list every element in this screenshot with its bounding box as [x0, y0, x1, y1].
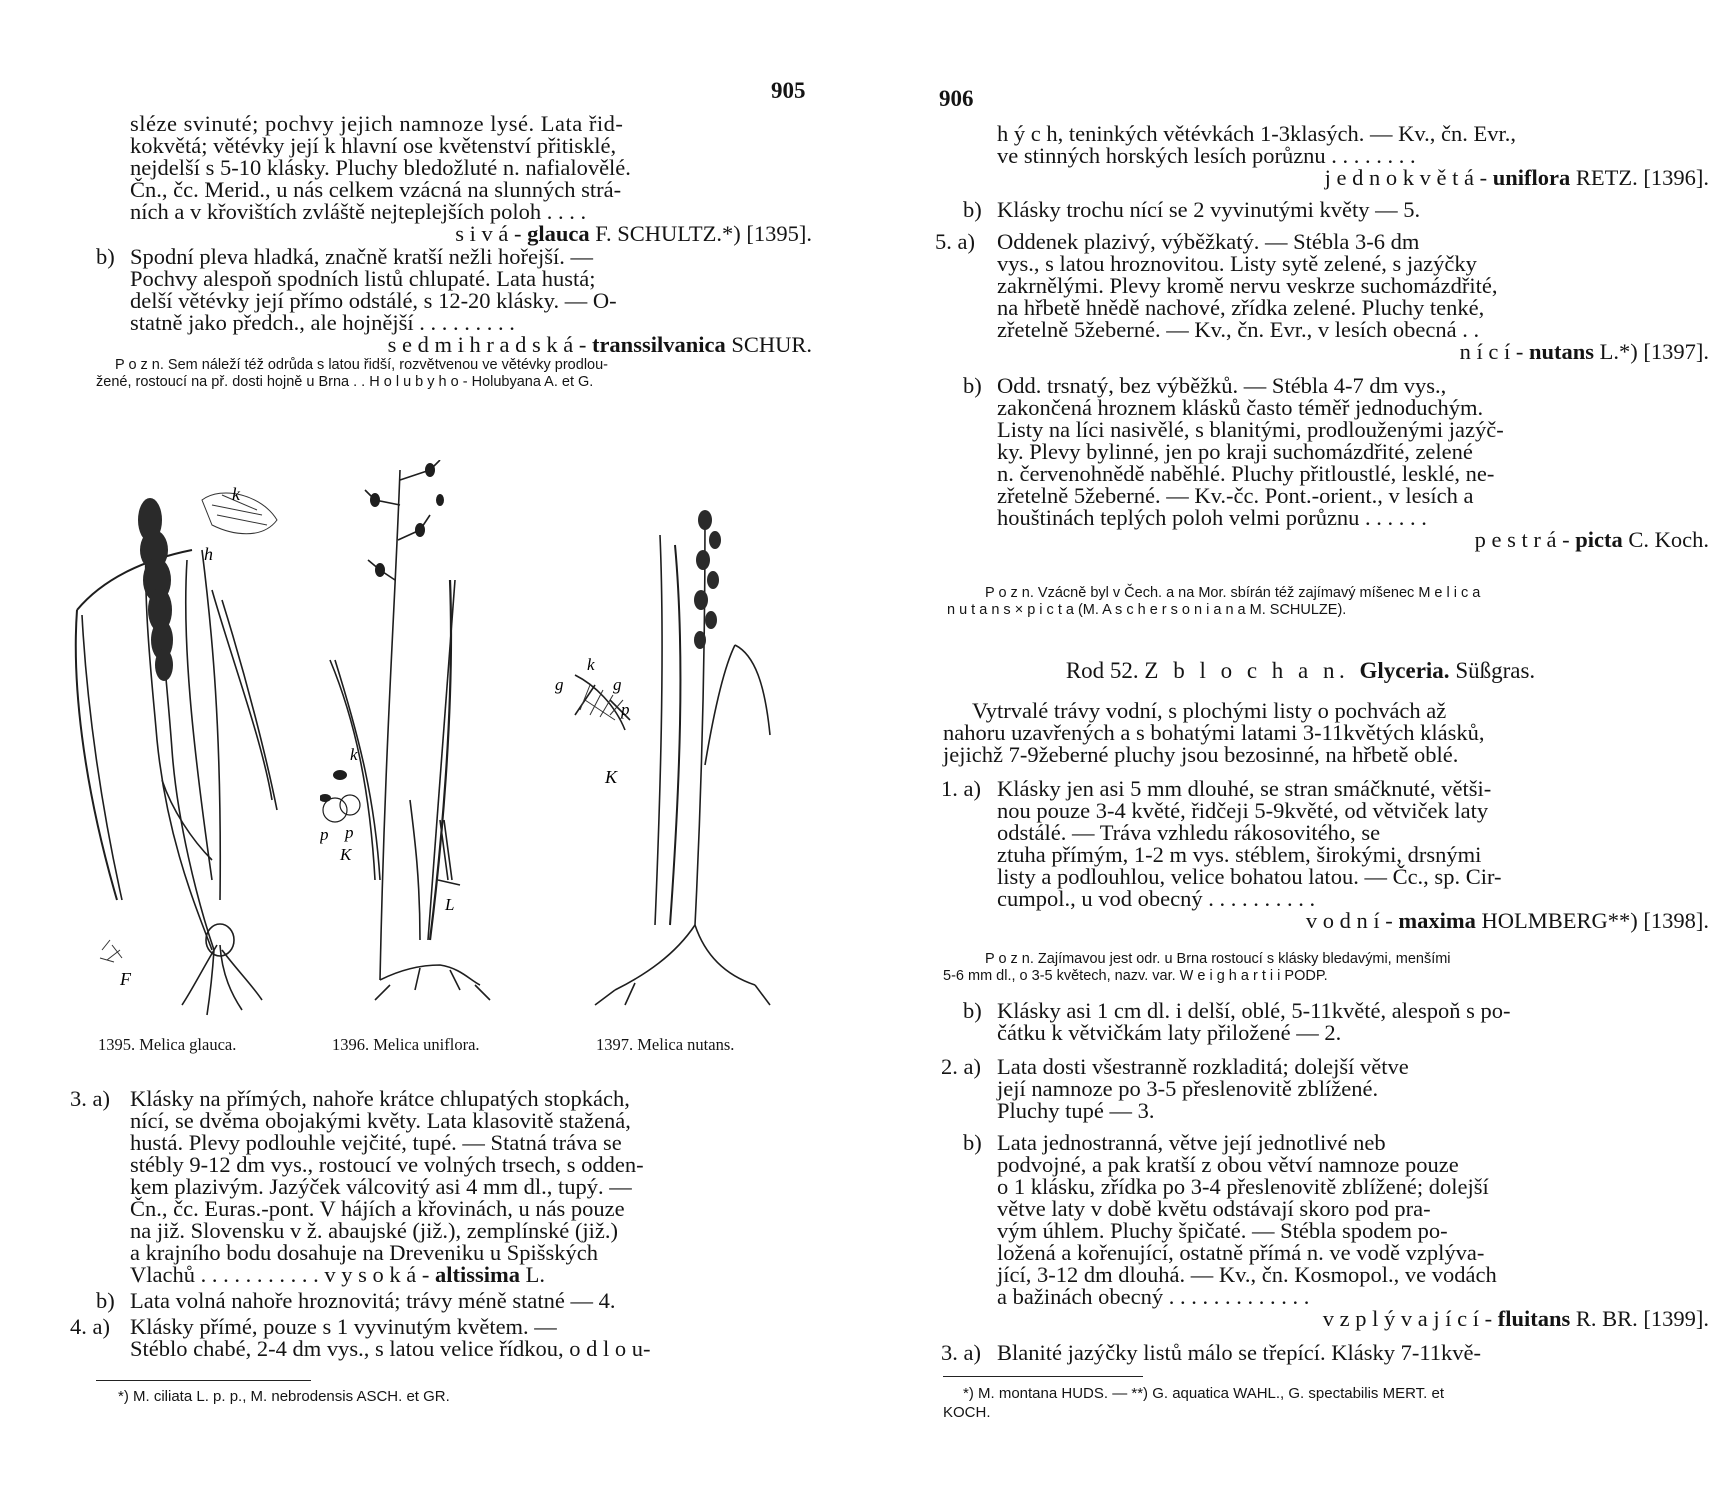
text-line: Klásky na přímých, nahoře krátce chlupatých stopkách, [130, 1086, 630, 1111]
text-line: Čn., čc. Merid., u nás celkem vzácná na slunných strá- [130, 177, 622, 202]
note-line: P o z n. Zajímavou jest odr. u Brna rostoucí s klásky bledavými, menšími [985, 951, 1451, 967]
figure-caption: 1396. Melica uniflora. [332, 1035, 480, 1054]
text-line: a bažinách obecný . . . . . . . . . . . . . [997, 1284, 1310, 1309]
key-label: b) [96, 244, 115, 269]
text-line: Klásky přímé, pouze s 1 vyvinutým květem. — [130, 1314, 557, 1339]
footnote-rule [943, 1376, 1143, 1377]
key-label: 2. a) [941, 1054, 981, 1079]
text-line: ky. Plevy bylinné, jen po kraji suchomázdřité, zelené [997, 439, 1473, 464]
text-line: n. červenohnědě naběhlé. Pluchy přitloustlé, lesklé, ne- [997, 461, 1495, 486]
text-line: Oddenek plazivý, výběžkatý. — Stébla 3-6 dm [997, 229, 1420, 254]
text-line: zakrnělými. Plevy kromě nervu veskrze suchomázdřité, [997, 273, 1498, 298]
text-line: vým úhlem. Pluchy špičaté. — Stébla spodem po- [997, 1218, 1448, 1243]
text-line: ve stinných horských lesích porůznu . . . . . . . . [997, 143, 1416, 168]
section-heading: Rod 52. Z b l o c h a n. Glyceria. Süßgras. [1065, 658, 1536, 683]
text-line: jejichž 7-9žeberné pluchy jsou bezosinné, na hřbetě oblé. [943, 742, 1459, 767]
text-line: Pochvy alespoň spodních listů chlupaté. Lata hustá; [130, 266, 596, 291]
key-label: b) [963, 197, 982, 222]
text-line: Pluchy tupé — 3. [997, 1098, 1155, 1123]
text-line: nahoru uzavřených a s bohatými latami 3-11květých klásků, [943, 720, 1485, 745]
text-line: zakončená hroznem klásků často téměř jednoduchým. [997, 395, 1484, 420]
species-maxima: v o d n í - maxima HOLMBERG**) [1398]. [1305, 908, 1709, 933]
note-line: n u t a n s × p i c t a (M. A s c h e r s o n i a n a M. SCHULZE). [947, 602, 1347, 618]
note-line: P o z n. Sem náleží též odrůda s latou řidší, rozvětvenou ve větévky prodlou- [115, 357, 608, 373]
text-line: listy a podlouhlou, velice bohatou latou. — Čc., sp. Cir- [997, 864, 1502, 889]
figure-letter: g [613, 675, 622, 694]
text-line: Lata jednostranná, větve její jednotlivé neb [997, 1130, 1386, 1155]
text-line: Listy na líci nasivělé, s blanitými, prodlouženými jazýč- [997, 417, 1504, 442]
text-line: větve laty v době květu odstávají skoro pod pra- [997, 1196, 1431, 1221]
text-line: odstálé. — Tráva vzhledu rákosovitého, se [997, 820, 1381, 845]
text-line: Blanité jazýčky listů málo se třepící. Klásky 7-11kvě- [997, 1340, 1482, 1365]
text-line: nejdelší s 5-10 klásky. Pluchy bledožluté n. nafialovělé. [130, 155, 631, 180]
figure-letter: K [605, 767, 618, 787]
text-line: nící, se dvěma obojakými květy. Lata klasovitě stažená, [130, 1108, 631, 1133]
text-line: Stéblo chabé, 2-4 dm vys., s latou velice řídkou, o d l o u- [130, 1336, 651, 1361]
figure-letter: k [350, 745, 358, 764]
text-line: hustá. Plevy podlouhle vejčité, tupé. — Statná tráva se [130, 1130, 622, 1155]
figure-letter: h [204, 544, 213, 564]
figure-melica-glauca [62, 480, 292, 1020]
species-nutans: n í c í - nutans L.*) [1397]. [1459, 339, 1709, 364]
text-line: Klásky jen asi 5 mm dlouhé, se stran smáčknuté, větši- [997, 776, 1492, 801]
footnote: KOCH. [943, 1404, 991, 1421]
text-line: ních a v křovištích zvláště nejteplejších poloh . . . . [130, 199, 587, 224]
text-line: Čn., čc. Euras.-pont. V hájích a křovinách, u nás pouze [130, 1196, 625, 1221]
figure-melica-uniflora [320, 460, 530, 1020]
text-line: cumpol., u vod obecný . . . . . . . . . . [997, 886, 1316, 911]
species-transsilvanica: s e d m i h r a d s k á - transsilvanica SCHUR. [387, 332, 812, 357]
key-label: 5. a) [935, 229, 975, 254]
figure-letter: K [340, 845, 352, 864]
key-label: b) [963, 998, 982, 1023]
footnote-rule [96, 1380, 311, 1381]
text-line: na hřbetě hnědě nachové, zřídka zelené. Pluchy tenké, [997, 295, 1485, 320]
text-line: ložená a kořenující, ostatně přímá n. ve vodě vzplýva- [997, 1240, 1485, 1265]
text-line: stébly 9-12 dm vys., rostoucí ve volných trsech, s odden- [130, 1152, 644, 1177]
text-line: jící, 3-12 dm dlouhá. — Kv., čn. Kosmopol., ve vodách [997, 1262, 1497, 1287]
text-line: Spodní pleva hladká, značně kratší nežli hořejší. — [130, 244, 593, 269]
text-line: její namnoze po 3-5 přeslenovitě zblížené. [997, 1076, 1379, 1101]
species-uniflora: j e d n o k v ě t á - uniflora RETZ. [1396]. [1324, 165, 1709, 190]
species-altissima: Vlachů . . . . . . . . . . . v y s o k á - altissima L. [130, 1262, 545, 1287]
page-number-right: 906 [939, 86, 974, 111]
figure-letter: F [120, 969, 131, 989]
text-line: kem plazivým. Jazýček válcovitý asi 4 mm dl., tupý. — [130, 1174, 632, 1199]
figure-letter: p [621, 700, 630, 719]
figure-caption: 1397. Melica nutans. [596, 1035, 735, 1054]
note-line: P o z n. Vzácně byl v Čech. a na Mor. sbírán též zajímavý míšenec M e l i c a [985, 585, 1481, 601]
text-line: vys., s latou hroznovitou. Listy sytě zelené, s jazýčky [997, 251, 1477, 276]
text-line: delší větévky její přímo odstálé, s 12-20 klásky. — O- [130, 288, 617, 313]
text-line: a krajního bodu dosahuje na Dreveniku u Spišských [130, 1240, 599, 1265]
text-line: o 1 klásku, zřídka po 3-4 přeslenovitě zblížené; dolejší [997, 1174, 1489, 1199]
figure-caption: 1395. Melica glauca. [98, 1035, 237, 1054]
text-line: kokvětá; větévky její k hlavní ose květenství přitisklé, [130, 133, 617, 158]
species-fluitans: v z p l ý v a j í c í - fluitans R. BR. [1399]. [1322, 1306, 1709, 1331]
text-line: zřetelně 5žeberné. — Kv.-čc. Pont.-orient., v lesích a [997, 483, 1474, 508]
page-number-left: 905 [771, 78, 806, 103]
figure-letter: k [587, 655, 595, 674]
footnote: *) M. ciliata L. p. p., M. nebrodensis ASCH. et GR. [118, 1388, 450, 1405]
species-glauca: s i v á - glauca F. SCHULTZ.*) [1395]. [455, 221, 812, 246]
text-line: statně jako předch., ale hojnější . . . . . . . . . [130, 310, 515, 335]
text-line: čátku k větvičkám laty přiložené — 2. [997, 1020, 1342, 1045]
key-label: b) [963, 373, 982, 398]
text-line: Klásky asi 1 cm dl. i delší, oblé, 5-11květé, alespoň s po- [997, 998, 1511, 1023]
text-line: Klásky trochu nící se 2 vyvinutými květy — 5. [997, 197, 1421, 222]
footnote: *) M. montana HUDS. — **) G. aquatica WAHL., G. spectabilis MERT. et [963, 1385, 1444, 1402]
key-label: b) [963, 1130, 982, 1155]
figure-letter: p [345, 823, 354, 842]
key-label: b) [96, 1288, 115, 1313]
key-label: 3. a) [941, 1340, 981, 1365]
figure-letter: k [232, 484, 240, 504]
right-page [867, 0, 1734, 1501]
figure-letter: g [555, 675, 564, 694]
text-line: na již. Slovensku v ž. abaujské (již.), zemplínské (již.) [130, 1218, 618, 1243]
key-label: 3. a) [70, 1086, 110, 1111]
key-label: 4. a) [70, 1314, 110, 1339]
note-line: 5-6 mm dl., o 3-5 květech, nazv. var. W e i g h a r t i i PODP. [943, 968, 1328, 984]
species-picta: p e s t r á - picta C. Koch. [1474, 527, 1709, 552]
text-line: sléze svinuté; pochvy jejich namnoze lysé. Lata řid- [130, 111, 624, 136]
figure-letter: p [320, 825, 329, 844]
text-line: Odd. trsnatý, bez výběžků. — Stébla 4-7 dm vys., [997, 373, 1447, 398]
figure-letter: L [445, 895, 455, 914]
text-line: Lata volná nahoře hroznovitá; trávy méně statné — 4. [130, 1288, 616, 1313]
text-line: zřetelně 5žeberné. — Kv., čn. Evr., v lesích obecná . . [997, 317, 1480, 342]
text-line: Vytrvalé trávy vodní, s plochými listy o pochvách až [972, 698, 1447, 723]
note-line: žené, rostoucí na př. dosti hojně u Brna . . H o l u b y h o - Holubyana A. et G. [96, 374, 594, 390]
text-line: podvojné, a pak kratší z obou větví namnoze pouze [997, 1152, 1459, 1177]
key-label: 1. a) [941, 776, 981, 801]
text-line: ztuha přímým, 1-2 m vys. stéblem, širokými, drsnými [997, 842, 1482, 867]
figure-melica-nutans [555, 505, 795, 1020]
text-line: h ý c h, teninkých větévkách 1-3klasých. — Kv., čn. Evr., [997, 121, 1517, 146]
text-line: Lata dosti všestranně rozkladitá; dolejší větve [997, 1054, 1409, 1079]
text-line: houštinách teplých poloh velmi porůznu . . . . . . [997, 505, 1427, 530]
text-line: nou pouze 3-4 květé, řidčeji 5-9květé, od větviček laty [997, 798, 1489, 823]
